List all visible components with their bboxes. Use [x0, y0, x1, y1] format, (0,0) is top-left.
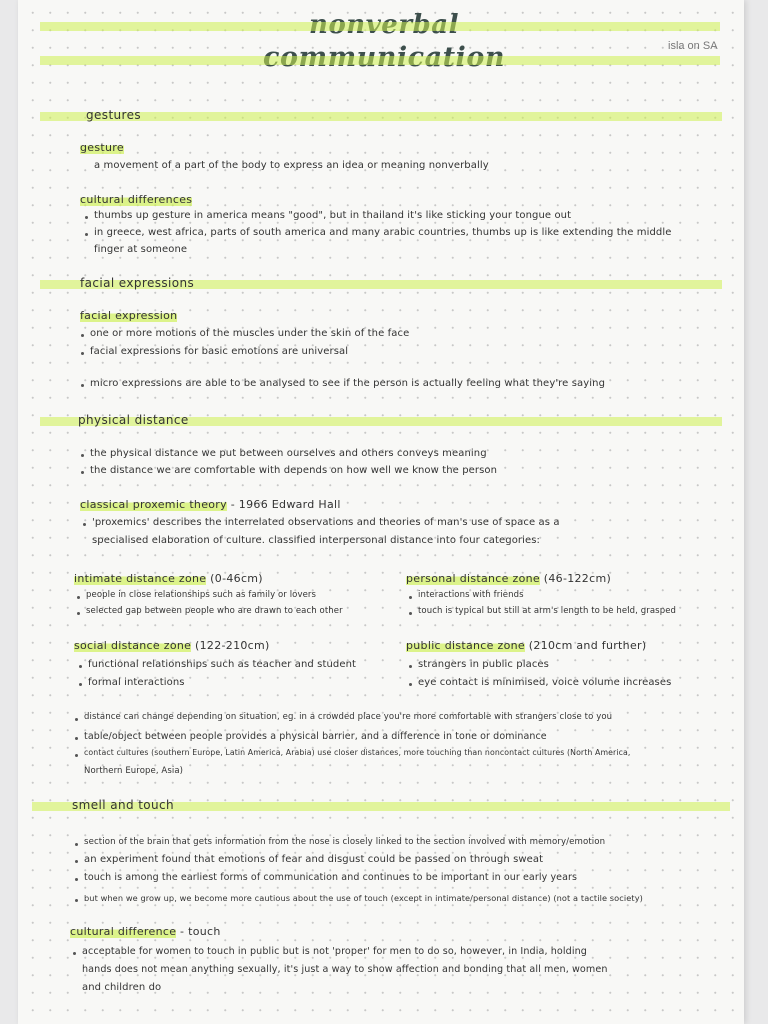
- section-header-smell-and-touch: smell and touch: [72, 798, 175, 812]
- list-item-continuation: and children do: [82, 982, 162, 993]
- list-item: table/object between people provides a physical barrier, and a difference in tone or dominance: [84, 731, 547, 742]
- term-cultural-difference-label: cultural difference: [70, 925, 177, 938]
- list-item: acceptable for women to touch in public but is not 'proper' for men to do so, however, in India, holding: [82, 946, 587, 957]
- term-cultural-difference-suffix: - touch: [176, 925, 221, 938]
- list-item: one or more motions of the muscles under the skin of the face: [90, 328, 410, 339]
- list-item-continuation: hands does not mean anything sexually, it's just a way to show affection and bonding that all men, women: [82, 964, 608, 975]
- list-item: but when we grow up, we become more cautious about the use of touch (except in intimate/personal distance) (not a tactile society): [84, 893, 643, 903]
- term-proxemic-theory-suffix: - 1966 Edward Hall: [226, 498, 341, 511]
- list-item: the distance we are comfortable with depends on how well we know the person: [90, 465, 498, 476]
- term-facial-expression: [80, 309, 177, 322]
- zone-social-range: (122-210cm): [191, 639, 270, 652]
- list-item: touch is typical but still at arm's length to be held, grasped: [418, 606, 677, 616]
- zone-public-range: (210cm and further): [524, 639, 647, 652]
- list-item: thumbs up gesture in america means "good", but in thailand it's like sticking your tongue out: [94, 210, 572, 221]
- zone-social-label: social distance zone: [74, 639, 192, 652]
- zone-social: [74, 639, 270, 652]
- zone-public-label: public distance zone: [406, 639, 525, 652]
- zone-public: [406, 639, 646, 652]
- zone-personal-label: personal distance zone: [406, 572, 540, 585]
- section-band-gestures: [40, 112, 722, 121]
- section-header-gestures: gestures: [86, 108, 142, 122]
- term-proxemic-theory-label: classical proxemic theory: [80, 498, 227, 511]
- zone-intimate-label: intimate distance zone: [74, 572, 207, 585]
- author-credit: isla on SA: [668, 40, 718, 52]
- list-item: formal interactions: [88, 677, 185, 688]
- list-item: touch is among the earliest forms of communication and continues to be important in our early years: [84, 872, 578, 883]
- list-item: facial expressions for basic emotions are universal: [90, 346, 349, 357]
- term-proxemic-theory: [80, 498, 341, 511]
- term-cultural-difference-touch: [70, 925, 221, 938]
- term-gesture-label: gesture: [80, 141, 124, 154]
- list-item: functional relationships such as teacher and student: [88, 659, 357, 670]
- term-gesture: [80, 141, 124, 154]
- title-highlight-band-1: [40, 22, 720, 31]
- list-item: micro expressions are able to be analysed to see if the person is actually feeling what they're saying: [90, 378, 606, 389]
- zone-intimate-range: (0-46cm): [206, 572, 263, 585]
- term-facial-expression-label: facial expression: [80, 309, 178, 322]
- section-header-physical-distance: physical distance: [78, 413, 189, 427]
- list-item-continuation: specialised elaboration of culture. classified interpersonal distance into four categories:: [92, 535, 541, 546]
- title-highlight-band-2: [40, 56, 720, 65]
- list-item: distance can change depending on situation, eg. in a crowded place you're more comfortable with strangers close to you: [84, 712, 613, 722]
- list-item: 'proxemics' describes the interrelated observations and theories of man's use of space as a: [92, 517, 560, 528]
- list-item: the physical distance we put between ourselves and others conveys meaning: [90, 448, 487, 459]
- list-item-continuation: Northern Europe, Asia): [84, 766, 184, 776]
- list-item: strangers in public places: [418, 659, 549, 670]
- term-cultural-differences: [80, 193, 192, 206]
- zone-intimate: [74, 572, 263, 585]
- list-item: section of the brain that gets information from the nose is closely linked to the section involved with memory/emotion: [84, 837, 606, 847]
- section-header-facial-expressions: facial expressions: [80, 276, 195, 290]
- list-item: people in close relationships such as family or lovers: [86, 590, 317, 600]
- gesture-definition: a movement of a part of the body to express an idea or meaning nonverbally: [94, 160, 489, 171]
- notebook-page: [18, 0, 744, 1024]
- zone-personal-range: (46-122cm): [539, 572, 612, 585]
- term-cultural-differences-label: cultural differences: [80, 193, 193, 206]
- list-item: contact cultures (southern Europe, Latin America, Arabia) use closer distances, more touching than noncontact cultures (North America,: [84, 748, 631, 757]
- zone-personal: [406, 572, 611, 585]
- list-item: eye contact is minimised, voice volume increases: [418, 677, 672, 688]
- list-item: in greece, west africa, parts of south america and many arabic countries, thumbs up is like extending the middle: [94, 227, 672, 238]
- list-item: selected gap between people who are drawn to each other: [86, 606, 343, 616]
- list-item: interactions with friends: [418, 590, 524, 600]
- list-item: an experiment found that emotions of fear and disgust could be passed on through sweat: [84, 854, 544, 865]
- list-item-continuation: finger at someone: [94, 244, 188, 255]
